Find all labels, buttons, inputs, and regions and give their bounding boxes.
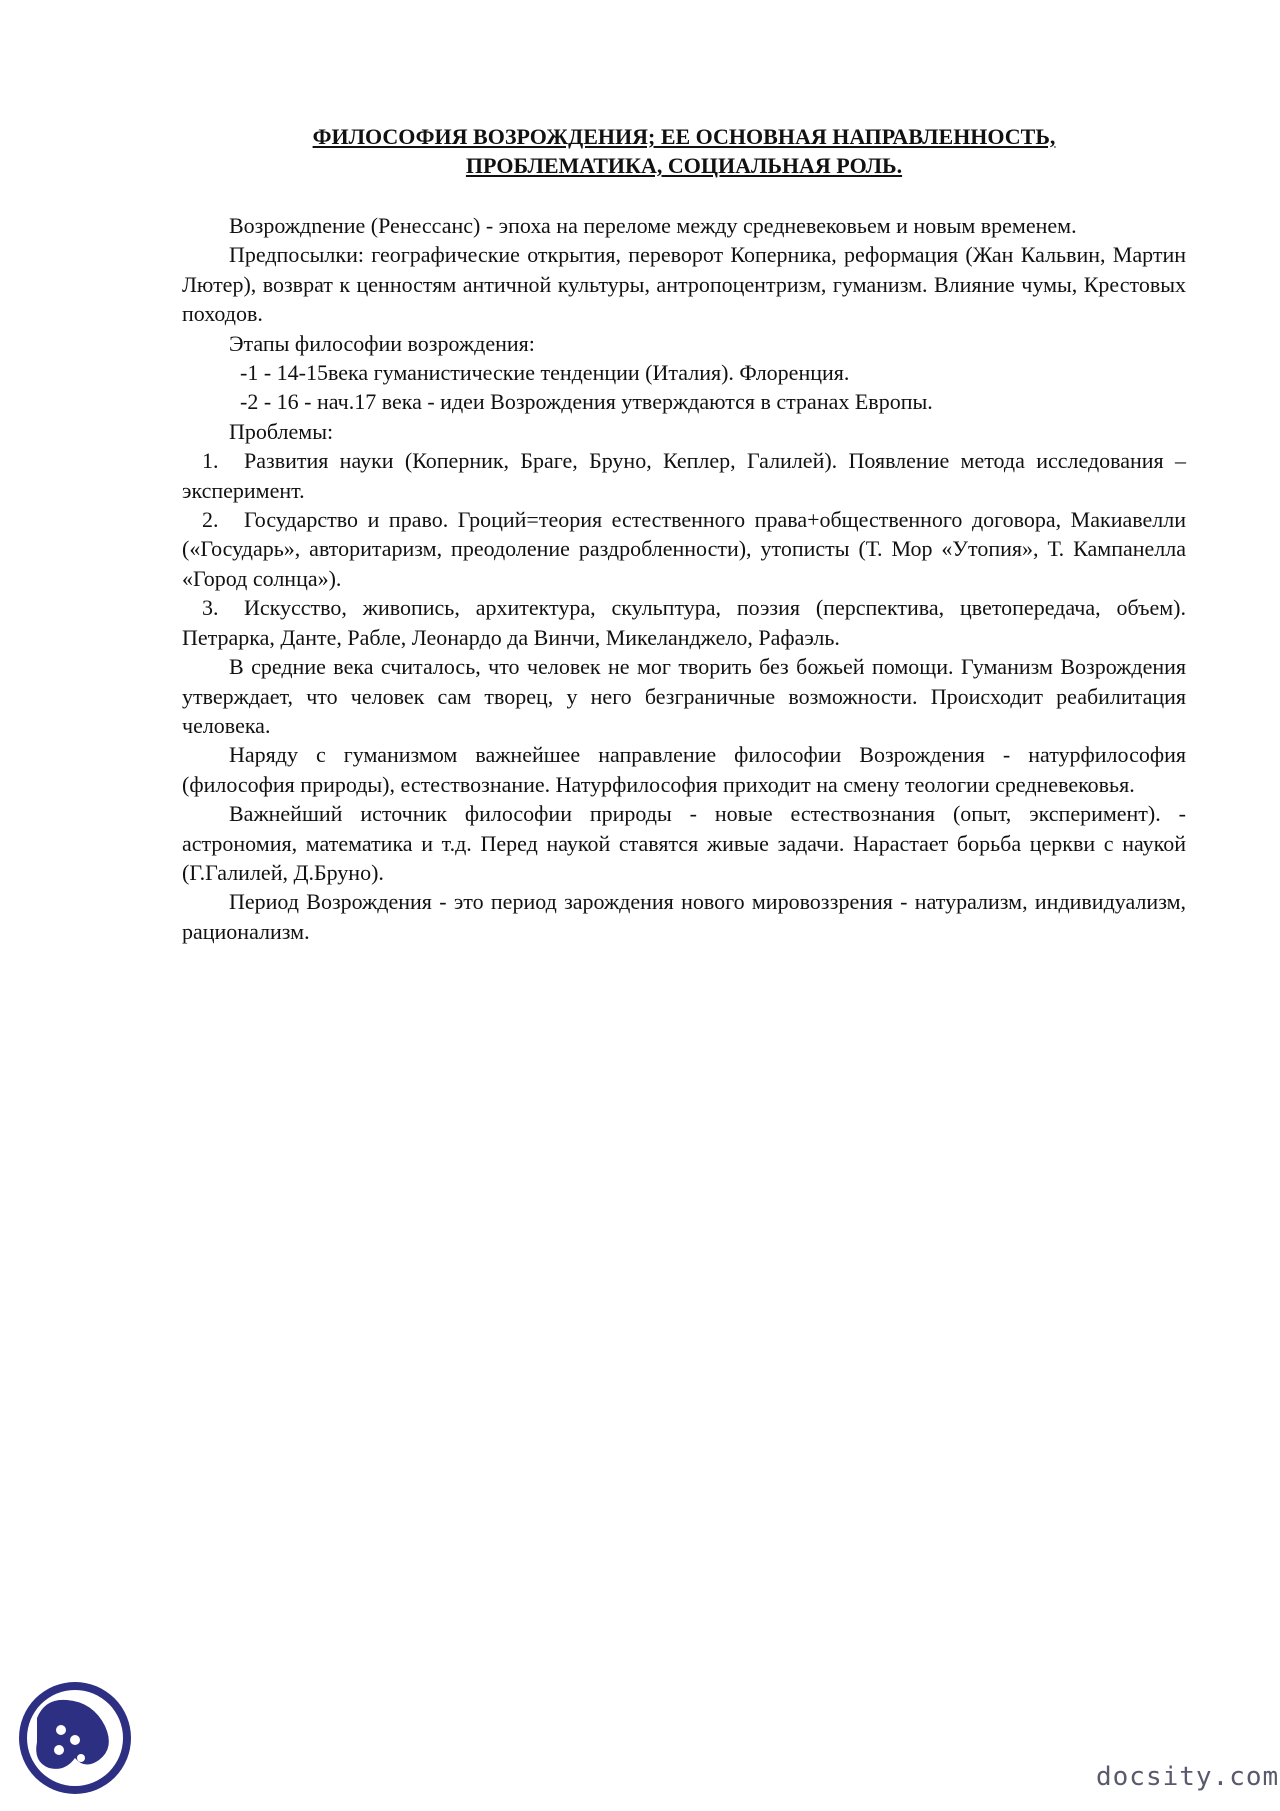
page-title	[182, 122, 1186, 180]
problem-number: 1.	[202, 448, 219, 474]
stage-item: -2 - 16 - нач.17 века - идеи Возрождения утверждаются в странах Европы.	[240, 389, 933, 415]
title-line-2: ПРОБЛЕМАТИКА, СОЦИАЛЬНАЯ РОЛЬ.	[465, 153, 903, 178]
paragraph-natural-philosophy: Наряду с гуманизмом важнейшее направление философии Возрождения - натурфилософия (философия природы), естествознание. Натурфилософия приходит на смену теологии средневековья.	[182, 742, 1186, 797]
problem-item	[182, 593, 1186, 652]
paragraph-conclusion: Период Возрождения - это период зарождения нового мировоззрения - натурализм, индивидуализм, рационализм.	[182, 889, 1186, 944]
paragraph-stages-heading: Этапы философии возрождения:	[229, 330, 535, 356]
problem-item	[182, 505, 1186, 593]
docsity-logo-icon[interactable]	[15, 1678, 135, 1798]
docsity-logo-graphic	[15, 1678, 135, 1798]
problem-text: Государство и право. Гроций=теория естественного права+общественного договора, Макиавелли («Государь», авторитаризм, преодоление раздробленности), утописты (Т. Мор «Утопия», Т. Кампанелла «Город солнца»).	[182, 507, 1186, 591]
docsity-brand-text[interactable]: docsity.com	[1096, 1762, 1280, 1792]
problem-text: Развития науки (Коперник, Браге, Бруно, Кеплер, Галилей). Появление метода исследования – эксперимент.	[182, 448, 1186, 503]
paragraph-prerequisites: Предпосылки: географические открытия, переворот Коперника, реформация (Жан Кальвин, Мартин Лютер), возврат к ценностям античной культуры, антропоцентризм, гуманизм. Влияние чумы, Крестовых походов.	[182, 242, 1186, 327]
problem-number: 3.	[202, 595, 219, 621]
paragraph-natural-sciences: Важнейший источник философии природы - новые естествознания (опыт, эксперимент). - астрономия, математика и т.д. Перед наукой ставятся живые задачи. Нарастает борьба церкви с наукой (Г.Галилей, Д.Бруно).	[182, 801, 1186, 885]
document-body	[182, 211, 1186, 946]
problems-heading: Проблемы:	[229, 418, 334, 444]
title-line-1: ФИЛОСОФИЯ ВОЗРОЖДЕНИЯ; ЕЕ ОСНОВНАЯ НАПРАВЛЕННОСТЬ,	[312, 124, 1056, 149]
paragraph-renaissance-definition: Возрождnение (Ренессанс) - эпоха на переломе между средневековьем и новым временем.	[229, 213, 1077, 238]
paragraph-humanism: В средние века считалось, что человек не мог творить без божьей помощи. Гуманизм Возрождения утверждает, что человек сам творец, у него безграничные возможности. Происходит реабилитация человека.	[182, 654, 1186, 738]
problem-number: 2.	[202, 507, 219, 533]
problem-item	[182, 446, 1186, 505]
problem-text: Искусство, живопись, архитектура, скульптура, поэзия (перспектива, цветопередача, объем). Петрарка, Данте, Рабле, Леонардо да Винчи, Микеланджело, Рафаэль.	[182, 595, 1186, 650]
stage-item: -1 - 14-15века гуманистические тенденции (Италия). Флоренция.	[240, 360, 850, 386]
